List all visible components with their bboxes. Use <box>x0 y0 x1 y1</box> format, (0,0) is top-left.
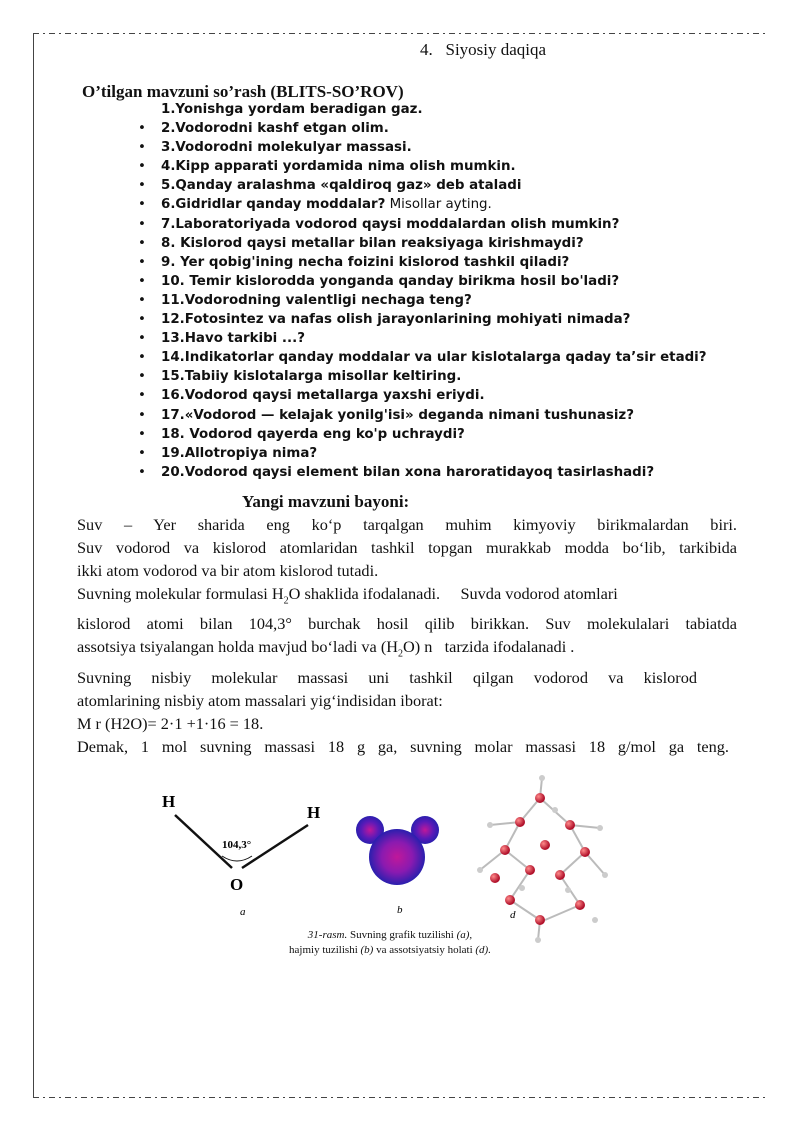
question-item: • 3.Vodorodni molekulyar massasi. <box>138 140 412 156</box>
space-filling-model <box>356 816 439 916</box>
association-atoms <box>477 775 608 943</box>
question-item: • 10. Temir kislorodda yonganda qanday birikma hosil bo'ladi? <box>138 273 620 289</box>
lesson-text <box>77 513 737 758</box>
question-item: 1.Yonishga yordam beradigan gaz. <box>161 102 423 117</box>
caption-line-1: 31-rasm. Suvning grafik tuzilishi (a), <box>307 929 473 941</box>
subfigure-label-d: d <box>510 909 516 921</box>
question-item: • 13.Havo tarkibi ...? <box>138 331 305 347</box>
lesson-line: assotsiya tsiyalangan holda mavjud bo‘ladi va $(H_2O)$ n tarzida ifodalanadi . <box>77 637 575 660</box>
question-item: • 18. Vodorod qayerda eng ko'p uchraydi? <box>138 426 465 442</box>
question-list <box>135 100 707 482</box>
question-item: • 4.Kipp apparati yordamida nima olish mumkin. <box>138 159 516 175</box>
question-item: • 6.Gidridlar qanday moddalar? Misollar ayting. <box>138 197 492 213</box>
lesson-heading: Yangi mavzuni bayoni: <box>242 492 410 511</box>
lesson-line: M r (H2O)= 2·1 +1·16 = 18. <box>77 713 264 733</box>
hydrogen-label: H <box>162 792 176 811</box>
lesson-line: Suvning nisbiy molekular massasi uni tashkil qilgan vodorod va kislorod <box>77 667 697 687</box>
question-item: • 12.Fotosintez va nafas olish jarayonlarining mohiyati nimada? <box>138 312 631 328</box>
question-item: • 14.Indikatorlar qanday moddalar va ular kislotalarga qaday ta’sir etadi? <box>138 350 707 366</box>
lesson-line: Demak, 1 mol suvning massasi 18 g ga, suvning molar massasi 18 g/mol ga teng. <box>77 736 729 756</box>
oxygen-label: O <box>230 875 244 894</box>
lesson-line: ikki atom vodorod va bir atom kislorod tutadi. <box>77 561 379 580</box>
graphic-structure-diagram <box>162 792 320 918</box>
hydrogen-label: H <box>307 803 321 822</box>
question-item: • 19.Allotropiya nima? <box>138 445 318 461</box>
question-item: • 15.Tabiiy kislotalarga misollar keltiring. <box>138 369 462 385</box>
question-item: • 9. Yer qobig'ining necha foizini kislorod tashkil qiladi? <box>138 254 570 270</box>
figure-caption <box>240 928 540 958</box>
question-item: • 17.«Vodorod — kelajak yonilg'isi» deganda nimani tushunasiz? <box>138 407 634 423</box>
question-item: • 11.Vodorodning valentligi nechaga teng? <box>138 292 472 308</box>
lesson-line: Suv – Yer sharida eng ko‘p tarqalgan muhim kimyoviy birikmalardan biri. <box>77 515 737 534</box>
question-item: • 16.Vodorod qaysi metallarga yaxshi eriydi. <box>138 388 485 404</box>
question-item: • 20.Vodorod qaysi element bilan xona haroratidayoq tasirlashadi? <box>138 464 655 480</box>
question-item: • 2.Vodorodni kashf etgan olim. <box>138 121 389 137</box>
lesson-line: kislorod atomi bilan 104,3° burchak hosil qilib birikkan. Suv molekulalari tabiatda <box>77 614 737 634</box>
agenda-item-4: 4. Siyosiy daqiqa <box>420 40 547 59</box>
caption-line-2: hajmiy tuzilishi (b) va assotsiyatsiy holati (d). <box>289 944 491 956</box>
question-item: • 8. Kislorod qaysi metallar bilan reaksiyaga kirishmaydi? <box>138 235 584 251</box>
lesson-line: Suvning molekular formulasi $H_2O$ shaklida ifodalanadi. Suvda vodorod atomlari <box>77 584 618 607</box>
blits-heading: O’tilgan mavzuni so’rash (BLITS-SO’ROV) <box>82 82 404 101</box>
subfigure-label-a: a <box>240 906 246 918</box>
lesson-line: atomlarining nisbiy atom massalari yig‘indisidan iborat: <box>77 690 443 710</box>
lesson-line: Suv vodorod va kislorod atomlaridan tashkil topgan murakkab modda bo‘lib, tarkibida <box>77 538 737 557</box>
angle-label: 104,3° <box>222 839 252 851</box>
question-item: • 7.Laboratoriyada vodorod qaysi moddalardan olish mumkin? <box>138 216 620 232</box>
subfigure-label-b: b <box>397 904 403 916</box>
question-item: • 5.Qanday aralashma «qaldiroq gaz» deb ataladi <box>138 178 522 194</box>
